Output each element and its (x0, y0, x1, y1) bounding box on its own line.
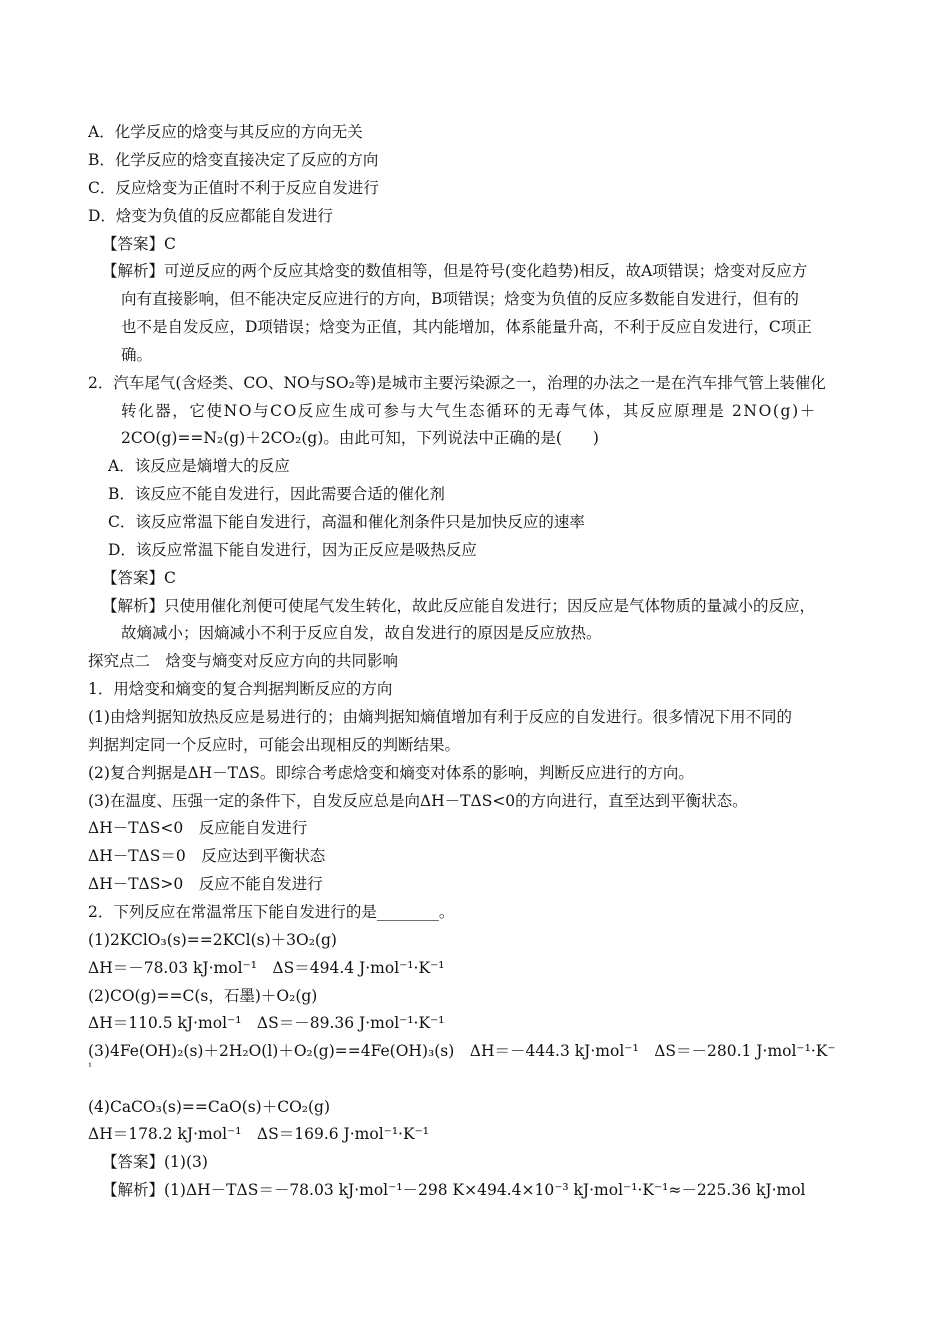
option-d: D．焓变为负值的反应都能自发进行 (88, 207, 333, 225)
section-heading: 探究点二 焓变与熵变对反应方向的共同影响 (88, 652, 399, 670)
reaction-1: (1)2KClO₃(s)==2KCl(s)＋3O₂(g) (88, 931, 337, 949)
criterion-negative: ΔH－TΔS<0 反应能自发进行 (88, 819, 308, 837)
question-2-line-1: 2．汽车尾气(含烃类、CO、NO与SO₂等)是城市主要污染源之一，治理的办法之一是在汽车排气管上装催化 (88, 374, 826, 392)
analysis-1-line-4: 确。 (121, 346, 153, 364)
q2-option-d: D．该反应常温下能自发进行，因为正反应是吸热反应 (108, 541, 477, 559)
point-1-line-1: (1)由焓判据知放热反应是易进行的；由熵判据知熵值增加有利于反应的自发进行。很多情况下用不同的 (88, 708, 792, 726)
reaction-4: (4)CaCO₃(s)==CaO(s)＋CO₂(g) (88, 1098, 331, 1116)
option-c: C．反应焓变为正值时不利于反应自发进行 (88, 179, 379, 197)
criterion-zero: ΔH－TΔS＝0 反应达到平衡状态 (88, 847, 326, 865)
option-a: A．化学反应的焓变与其反应的方向无关 (88, 123, 363, 141)
answer-3: 【答案】(1)(3) (102, 1153, 208, 1171)
answer-2: 【答案】C (102, 569, 176, 587)
analysis-2-line-1: 【解析】只使用催化剂便可使尾气发生转化，故此反应能自发进行；因反应是气体物质的量减小的反应， (102, 597, 816, 615)
option-b: B．化学反应的焓变直接决定了反应的方向 (88, 151, 379, 169)
q2-option-a: A．该反应是熵增大的反应 (108, 457, 290, 475)
point-1-line-2: 判据判定同一个反应时，可能会出现相反的判断结果。 (88, 736, 461, 754)
reaction-4-values: ΔH＝178.2 kJ·mol⁻¹ ΔS＝169.6 J·mol⁻¹·K⁻¹ (88, 1125, 429, 1143)
point-2: (2)复合判据是ΔH－TΔS。即综合考虑焓变和熵变对体系的影响，判断反应进行的方向。 (88, 764, 694, 782)
reaction-2-values: ΔH＝110.5 kJ·mol⁻¹ ΔS＝－89.36 J·mol⁻¹·K⁻¹ (88, 1014, 445, 1032)
analysis-1-line-1: 【解析】可逆反应的两个反应其焓变的数值相等，但是符号(变化趋势)相反，故A项错误；焓变对反应方 (102, 262, 808, 280)
answer-1: 【答案】C (102, 235, 176, 253)
question-2-line-2: 转化器，它使NO与CO反应生成可参与大气生态循环的无毒气体，其反应原理是 2NO(g)＋ (121, 402, 817, 420)
analysis-3-line-1: 【解析】(1)ΔH－TΔS＝－78.03 kJ·mol⁻¹－298 K×494.4×10⁻³ kJ·mol⁻¹·K⁻¹≈－225.36 kJ·mol (102, 1181, 806, 1199)
analysis-1-line-3: 也不是自发反应，D项错误；焓变为正值，其内能增加，体系能量升高，不利于反应自发进行，C项正 (121, 318, 812, 336)
analysis-1-line-2: 向有直接影响，但不能决定反应进行的方向，B项错误；焓变为负值的反应多数能自发进行，但有的 (121, 290, 799, 308)
question-2-line-3: 2CO(g)==N₂(g)＋2CO₂(g)。由此可知，下列说法中正确的是( ) (121, 429, 599, 447)
reaction-3: (3)4Fe(OH)₂(s)＋2H₂O(l)＋O₂(g)==4Fe(OH)₃(s) ΔH＝－444.3 kJ·mol⁻¹ ΔS＝－280.1 J·mol⁻¹·K⁻ (88, 1042, 836, 1060)
q2-option-b: B．该反应不能自发进行，因此需要合适的催化剂 (108, 485, 445, 503)
point-3: (3)在温度、压强一定的条件下，自发反应总是向ΔH－TΔS<0的方向进行，直至达到平衡状态。 (88, 792, 748, 810)
q2-option-c: C．该反应常温下能自发进行，高温和催化剂条件只是加快反应的速率 (108, 513, 585, 531)
criterion-positive: ΔH－TΔS>0 反应不能自发进行 (88, 875, 323, 893)
subsection-1-heading: 1．用焓变和熵变的复合判据判断反应的方向 (88, 680, 393, 698)
question-3: 2．下列反应在常温常压下能自发进行的是________。 (88, 903, 455, 921)
reaction-2: (2)CO(g)==C(s，石墨)＋O₂(g) (88, 987, 318, 1005)
analysis-2-line-2: 故熵减小；因熵减小不利于反应自发，故自发进行的原因是反应放热。 (121, 624, 602, 642)
reaction-1-values: ΔH＝－78.03 kJ·mol⁻¹ ΔS＝494.4 J·mol⁻¹·K⁻¹ (88, 959, 445, 977)
reaction-3-overflow: ¹ (88, 1062, 93, 1073)
